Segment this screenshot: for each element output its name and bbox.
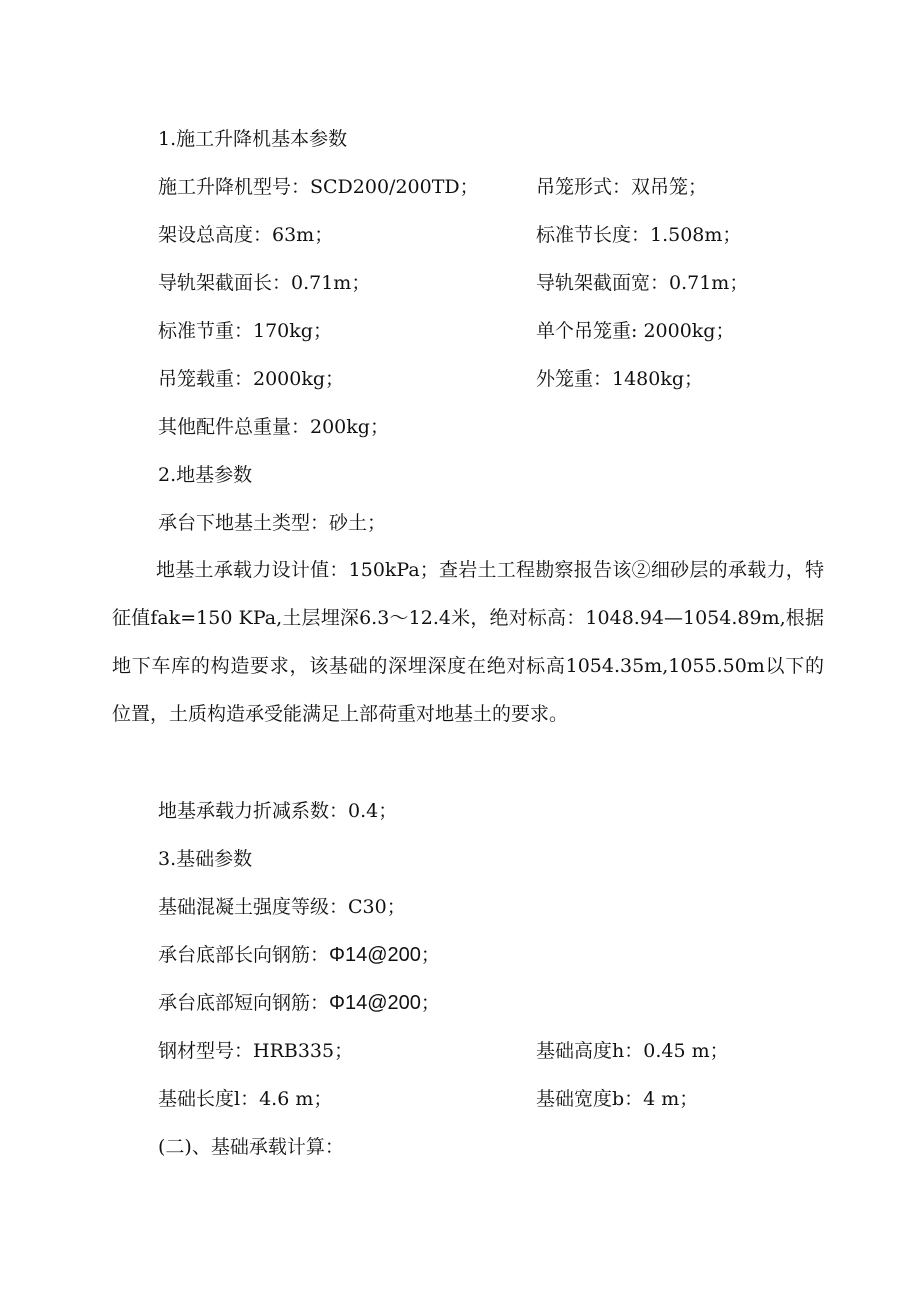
rail-length: 导轨架截面长：0.71m； bbox=[158, 272, 371, 294]
rail-width: 导轨架截面宽：0.71m； bbox=[536, 272, 749, 294]
cage-form: 吊笼形式：双吊笼； bbox=[536, 176, 708, 198]
short-rebar bbox=[158, 988, 440, 1015]
section-length: 标准节长度：1.508m； bbox=[536, 224, 742, 246]
steel-type: 钢材型号：HRB335； bbox=[158, 1040, 354, 1062]
single-cage-weight: 单个吊笼重: 2000kg； bbox=[536, 320, 735, 342]
section-title-2: 2.地基参数 bbox=[158, 464, 253, 486]
outer-cage-weight: 外笼重：1480kg； bbox=[536, 368, 704, 390]
lift-model: 施工升降机型号：SCD200/200TD； bbox=[158, 176, 479, 198]
long-rebar-label: 承台底部长向钢筋： bbox=[158, 944, 330, 966]
calc-title: (二)、基础承载计算： bbox=[158, 1136, 344, 1158]
soil-type: 承台下地基土类型：砂土； bbox=[158, 512, 387, 534]
section-title-3: 3.基础参数 bbox=[158, 848, 253, 870]
foundation-length: 基础长度l：4.6 m； bbox=[158, 1088, 333, 1110]
other-parts-weight: 其他配件总重量：200kg； bbox=[158, 416, 389, 438]
bearing-paragraph-text: 地基土承载力设计值：150kPa；查岩土工程勘察报告该②细砂层的承载力，特征值fak=150 KPa,土层埋深6.3～12.4米，绝对标高：1048.94—1054.89m,根据地下车库的构造要求，该基础的深埋深度在绝对标高1054.35m,1055.50m以下的位置，土质构造承受能满足上部荷重对地基土的要求。 bbox=[112, 559, 824, 725]
short-rebar-label: 承台底部短向钢筋： bbox=[158, 992, 330, 1014]
short-rebar-semicolon: ； bbox=[420, 992, 440, 1014]
section-weight: 标准节重：170kg； bbox=[158, 320, 332, 342]
section-title-1: 1.施工升降机基本参数 bbox=[158, 128, 348, 150]
foundation-width: 基础宽度b：4 m； bbox=[536, 1088, 699, 1110]
long-rebar-semicolon: ； bbox=[420, 944, 440, 966]
long-rebar bbox=[158, 940, 440, 967]
bearing-paragraph bbox=[112, 546, 824, 738]
long-rebar-value: Φ14@200 bbox=[329, 944, 421, 966]
foundation-height: 基础高度h：0.45 m； bbox=[536, 1040, 729, 1062]
total-height: 架设总高度：63m； bbox=[158, 224, 334, 246]
cage-load: 吊笼载重：2000kg； bbox=[158, 368, 345, 390]
reduction-factor: 地基承载力折减系数：0.4； bbox=[158, 800, 398, 822]
concrete-grade: 基础混凝土强度等级：C30； bbox=[158, 896, 406, 918]
short-rebar-value: Φ14@200 bbox=[329, 992, 421, 1014]
